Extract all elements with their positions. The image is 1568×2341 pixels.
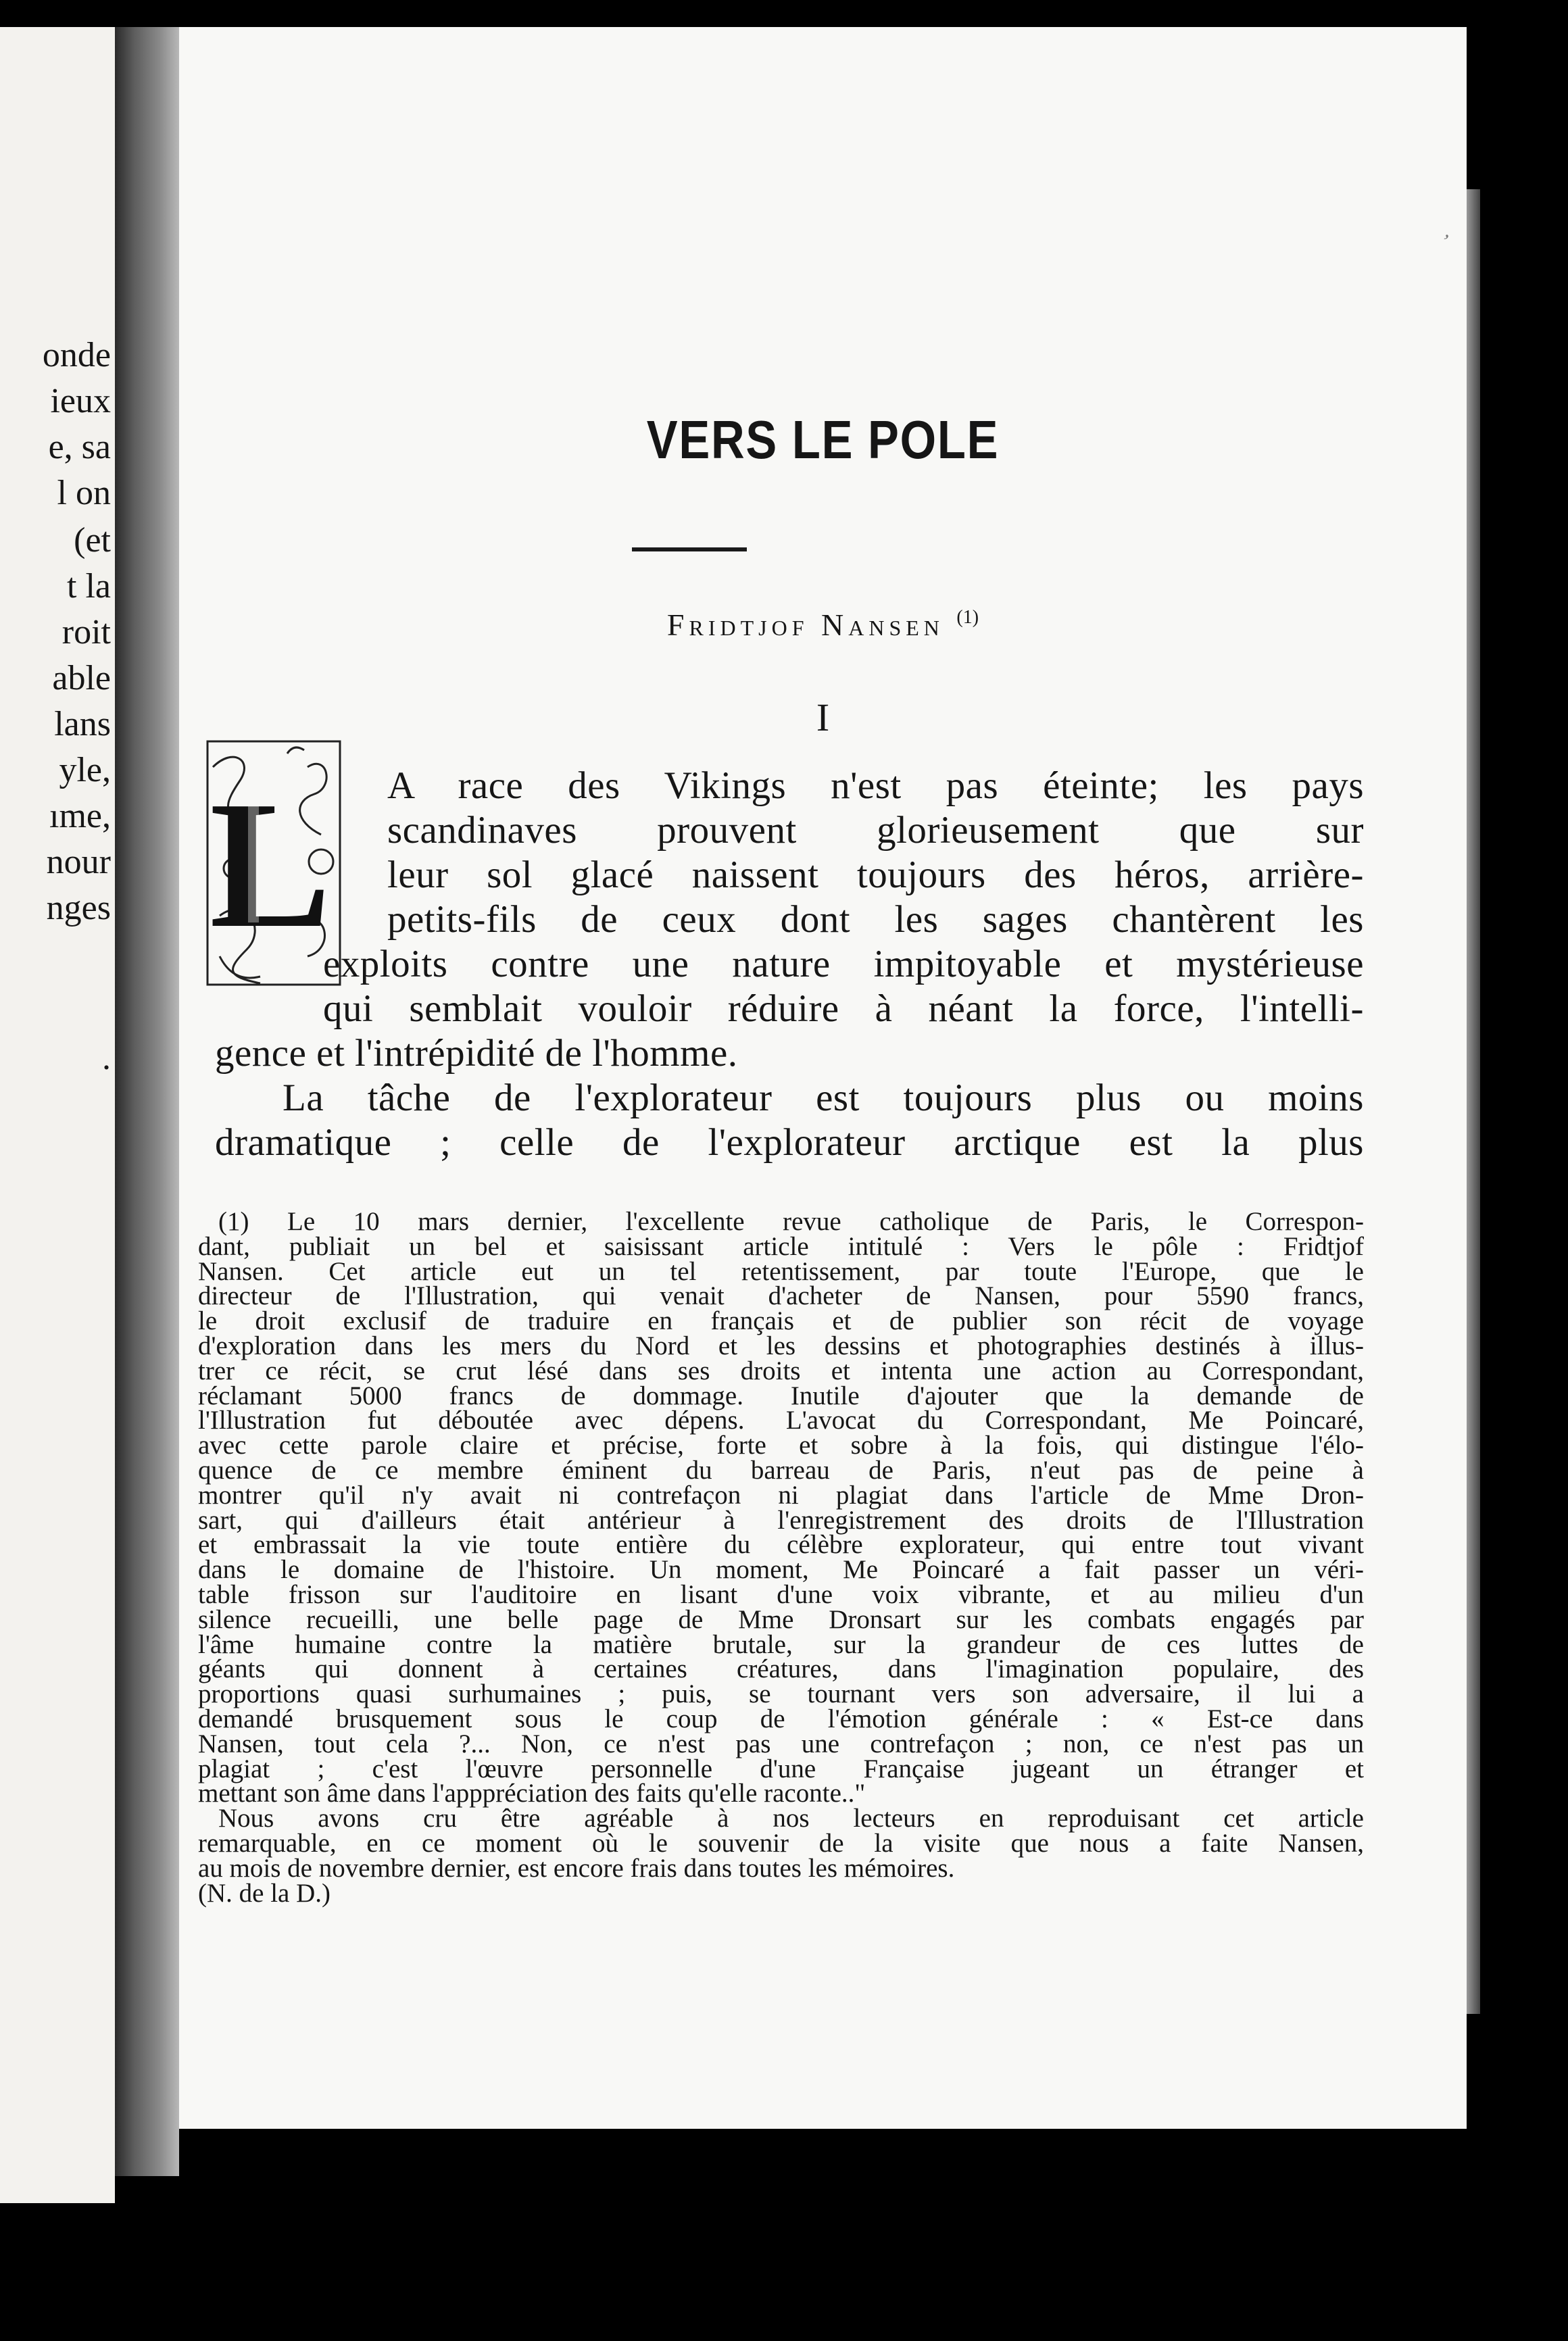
footnote-line: Nous avons cru être agréable à nos lecteurs en reproduisant cet article <box>218 1804 1364 1833</box>
footnote-line: remarquable, en ce moment où le souvenir de la visite que nous a faite Nansen, <box>198 1828 1364 1858</box>
body-line: petits-fils de ceux dont les sages chantèrent les <box>387 898 1364 941</box>
facing-page-text: roit <box>62 613 111 651</box>
body-text <box>215 764 1364 1165</box>
footnote-line: géants qui donnent à certaines créatures, dans l'imagination populaire, des <box>198 1654 1364 1684</box>
facing-page-text: ieux <box>50 382 111 420</box>
footnote-ref: (1) <box>956 607 979 628</box>
book-page <box>179 27 1467 2129</box>
footnote-line: réclamant 5000 francs de dommage. Inutile d'ajouter que la demande de <box>198 1381 1364 1410</box>
footnote-line: avec cette parole claire et précise, forte et sobre à la fois, qui distingue l'élo- <box>198 1431 1364 1460</box>
facing-page-text: nges <box>46 889 111 927</box>
title-rule <box>632 547 747 551</box>
footnote-line: plagiat ; c'est l'œuvre personnelle d'une Française jugeant un étranger et <box>198 1754 1364 1783</box>
footnote-line: trer ce récit, se crut lésé dans ses droits et intenta une action au Correspondant, <box>198 1356 1364 1385</box>
footnote-line: table frisson sur l'auditoire en lisant d'une voix vibrante, et au milieu d'un <box>198 1579 1364 1609</box>
footnote-line: quence de ce membre éminent du barreau de Paris, n'eut pas de peine à <box>198 1455 1364 1485</box>
footnote-line: directeur de l'Illustration, qui venait d'acheter de Nansen, pour 5590 francs, <box>198 1281 1364 1311</box>
footnote-line: dans le domaine de l'histoire. Un moment, Me Poincaré a fait passer un véri- <box>198 1555 1364 1585</box>
footnote-line: mettant son âme dans l'apppréciation des faits qu'elle raconte.." <box>198 1779 866 1808</box>
footnote-line: montrer qu'il n'y avait ni contrefaçon ni plagiat dans l'article de Mme Dron- <box>198 1480 1364 1510</box>
body-line: La tâche de l'explorateur est toujours plus ou moins <box>283 1077 1364 1119</box>
facing-page-text: . <box>102 1039 111 1077</box>
footnote-line: silence recueilli, une belle page de Mme Dronsart sur les combats engagés par <box>198 1604 1364 1634</box>
footnote-line: et embrassait la vie toute entière du célèbre explorateur, qui entre tout vivant <box>198 1530 1364 1560</box>
body-line: dramatique ; celle de l'explorateur arctique est la plus <box>215 1121 1364 1164</box>
facing-page-text: lans <box>54 705 111 743</box>
facing-page-text: l on <box>57 474 111 512</box>
footnote-line: Nansen, tout cela ?... Non, ce n'est pas une contrefaçon ; non, ce n'est pas un <box>198 1729 1364 1758</box>
facing-page-text: e, sa <box>48 428 111 466</box>
body-line: leur sol glacé naissent toujours des héros, arrière- <box>387 854 1364 896</box>
footnote-line: proportions quasi surhumaines ; puis, se tournant vers son adversaire, il lui a <box>198 1679 1364 1709</box>
chapter-number: I <box>816 695 830 739</box>
footnote-line: l'âme humaine contre la matière brutale, sur la grandeur de ces luttes de <box>198 1629 1364 1659</box>
facing-page-text: yle, <box>59 751 111 789</box>
footnote-line: au mois de novembre dernier, est encore frais dans toutes les mémoires. <box>198 1853 955 1883</box>
body-line: exploits contre une nature impitoyable et mystérieuse <box>323 943 1364 985</box>
footnote-line: (N. de la D.) <box>198 1878 331 1908</box>
footnote-line: (1) Le 10 mars dernier, l'excellente revue catholique de Paris, le Correspon- <box>218 1207 1364 1236</box>
body-line: gence et l'intrépidité de l'homme. <box>215 1032 738 1075</box>
footnote-line: Nansen. Cet article eut un tel retentissement, par toute l'Europe, que le <box>198 1256 1364 1286</box>
body-line: A race des Vikings n'est pas éteinte; les pays <box>387 764 1364 807</box>
author-heading <box>179 607 1467 643</box>
dropcap-letter: L <box>209 764 332 966</box>
author-name: Fridtjof Nansen <box>666 608 944 642</box>
facing-page-text: t la <box>67 567 111 606</box>
footnote-line: l'Illustration fut déboutée avec dépens. L'avocat du Correspondant, Me Poincaré, <box>198 1406 1364 1435</box>
page-speck: , <box>1442 219 1456 243</box>
facing-page-text: ıme, <box>49 797 111 835</box>
footnote <box>198 1207 1364 1908</box>
footnote-line: demandé brusquement sous le coup de l'émotion générale : « Est-ce dans <box>198 1704 1364 1733</box>
footnote-line: le droit exclusif de traduire en français et de publier son récit de voyage <box>198 1306 1364 1336</box>
footnote-line: sart, qui d'ailleurs était antérieur à l'enregistrement des droits de l'Illustration <box>198 1505 1364 1535</box>
body-line: scandinaves prouvent glorieusement que sur <box>387 809 1364 852</box>
book-gutter <box>115 27 179 2176</box>
body-line: qui semblait vouloir réduire à néant la force, l'intelli- <box>323 987 1364 1030</box>
footnote-line: d'exploration dans les mers du Nord et les dessins et photographies destinés à illus- <box>198 1331 1364 1360</box>
footnote-line: dant, publiait un bel et saisissant article intitulé : Vers le pôle : Fridtjof <box>198 1231 1364 1261</box>
page-edge-shadow <box>1467 189 1480 2014</box>
facing-page-text: (et <box>74 521 111 560</box>
facing-page-fragment <box>0 27 115 2203</box>
page-title: VERS LE POLE <box>646 410 1000 470</box>
facing-page-text: nour <box>46 843 111 881</box>
facing-page-text: able <box>52 659 111 697</box>
facing-page-text: onde <box>42 336 111 374</box>
